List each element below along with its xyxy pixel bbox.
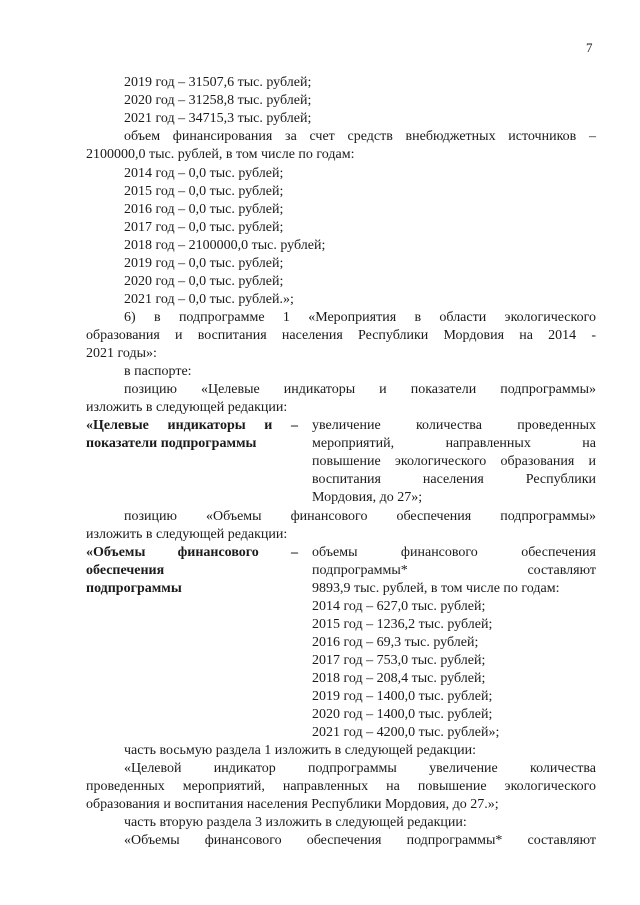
table-value-line: 2017 год – 753,0 тыс. рублей; xyxy=(312,653,486,668)
table-label: «Объемы финансового – xyxy=(86,545,298,560)
table-value-line: Мордовия, до 27»; xyxy=(312,490,423,505)
paragraph-line: объем финансирования за счет средств внебюджетных источников – xyxy=(124,129,596,144)
text-line: 2021 год – 0,0 тыс. рублей.»; xyxy=(124,292,294,307)
table-value-line: объемы финансового обеспечения xyxy=(312,545,596,560)
table-value-line: 2018 год – 208,4 тыс. рублей; xyxy=(312,671,486,686)
paragraph-line: 6) в подпрограмме 1 «Мероприятия в области экологического xyxy=(124,310,596,325)
table-value-line: 2019 год – 1400,0 тыс. рублей; xyxy=(312,689,493,704)
text-line: 2018 год – 2100000,0 тыс. рублей; xyxy=(124,238,326,253)
paragraph-line: образования и воспитания населения Республики Мордовия на 2014 - xyxy=(86,328,596,343)
paragraph-line: в паспорте: xyxy=(124,364,192,379)
table-value-line: 2020 год – 1400,0 тыс. рублей; xyxy=(312,707,493,722)
page-number: 7 xyxy=(586,40,593,55)
paragraph-line: «Объемы финансового обеспечения подпрограммы* составляют xyxy=(124,833,596,848)
text-line: 2014 год – 0,0 тыс. рублей; xyxy=(124,166,284,181)
table-value-line: 2015 год – 1236,2 тыс. рублей; xyxy=(312,617,493,632)
text-line: 2016 год – 0,0 тыс. рублей; xyxy=(124,202,284,217)
paragraph-line: изложить в следующей редакции: xyxy=(86,400,288,415)
text-line: 2017 год – 0,0 тыс. рублей; xyxy=(124,220,284,235)
table-value-line: 2014 год – 627,0 тыс. рублей; xyxy=(312,599,486,614)
text-line: 2015 год – 0,0 тыс. рублей; xyxy=(124,184,284,199)
table-value-line: 2021 год – 4200,0 тыс. рублей»; xyxy=(312,725,500,740)
paragraph-line: часть восьмую раздела 1 изложить в следующей редакции: xyxy=(124,743,477,758)
table-value-line: 2016 год – 69,3 тыс. рублей; xyxy=(312,635,479,650)
table-value-line: подпрограммы* составляют xyxy=(312,563,596,578)
text-line: 2021 год – 34715,3 тыс. рублей; xyxy=(124,111,312,126)
paragraph-line: образования и воспитания населения Республики Мордовия, до 27.»; xyxy=(86,797,499,812)
paragraph-line: 2100000,0 тыс. рублей, в том числе по годам: xyxy=(86,147,355,162)
text-line: 2019 год – 0,0 тыс. рублей; xyxy=(124,256,284,271)
paragraph-line: позицию «Целевые индикаторы и показатели подпрограммы» xyxy=(124,382,596,397)
paragraph-line: 2021 годы»: xyxy=(86,346,157,361)
table-value-line: воспитания населения Республики xyxy=(312,472,596,487)
table-label: подпрограммы xyxy=(86,581,182,596)
table-value-line: 9893,9 тыс. рублей, в том числе по годам: xyxy=(312,581,560,596)
table-label: «Целевые индикаторы и – xyxy=(86,418,298,433)
table-label: обеспечения xyxy=(86,563,165,578)
paragraph-line: позицию «Объемы финансового обеспечения подпрограммы» xyxy=(124,509,596,524)
table-value-line: повышение экологического образования и xyxy=(312,454,596,469)
text-line: 2020 год – 0,0 тыс. рублей; xyxy=(124,274,284,289)
text-line: 2019 год – 31507,6 тыс. рублей; xyxy=(124,75,312,90)
paragraph-line: «Целевой индикатор подпрограммы увеличение количества xyxy=(124,761,596,776)
text-line: 2020 год – 31258,8 тыс. рублей; xyxy=(124,93,312,108)
table-label: показатели подпрограммы xyxy=(86,436,257,451)
table-value-line: увеличение количества проведенных xyxy=(312,418,596,433)
paragraph-line: проведенных мероприятий, направленных на повышение экологического xyxy=(86,779,596,794)
paragraph-line: изложить в следующей редакции: xyxy=(86,527,288,542)
table-value-line: мероприятий, направленных на xyxy=(312,436,596,451)
paragraph-line: часть вторую раздела 3 изложить в следующей редакции: xyxy=(124,815,467,830)
